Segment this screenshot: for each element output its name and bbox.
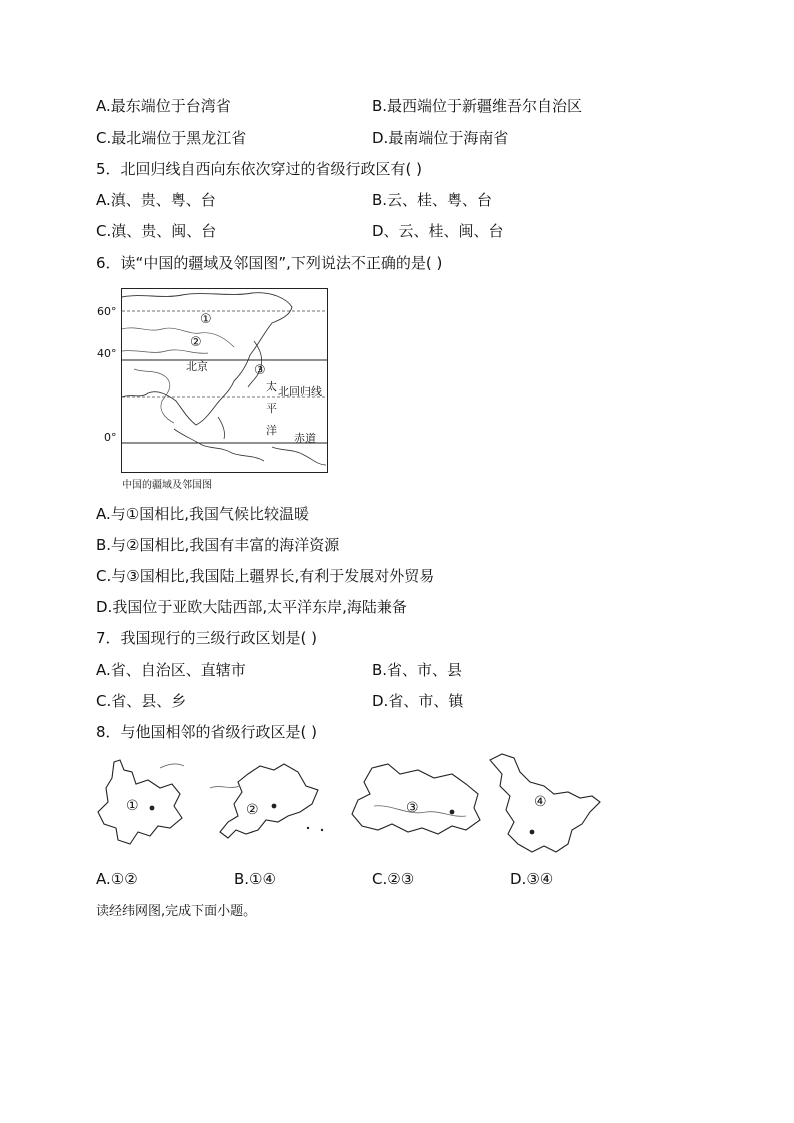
province-outline-1 [94, 758, 194, 854]
q8-option-d: D.③④ [510, 870, 554, 888]
q4-option-c: C.最北端位于黑龙江省 [96, 129, 247, 147]
q4-option-a: A.最东端位于台湾省 [96, 97, 231, 115]
q6-option-b: B.与②国相比,我国有丰富的海洋资源 [96, 536, 340, 554]
province-mark-2: ② [246, 802, 259, 818]
philippines-outline [218, 417, 225, 439]
q7-option-b: B.省、市、县 [372, 661, 463, 679]
q5-option-d: D、云、桂、闽、台 [372, 222, 504, 240]
new-guinea-outline [272, 447, 326, 465]
q7-stem: 7．我国现行的三级行政区划是( ) [96, 629, 318, 647]
q8-stem: 8．与他国相邻的省级行政区是( ) [96, 723, 318, 741]
lat-0-label: 0° [104, 431, 117, 444]
q7-option-a: A.省、自治区、直辖市 [96, 661, 246, 679]
q8-option-b: B.①④ [234, 870, 276, 888]
islands-outline [174, 429, 264, 461]
map-label-tropic: 北回归线 [278, 385, 322, 398]
q8-option-a: A.①② [96, 870, 138, 888]
q5-option-c: C.滇、贵、闽、台 [96, 222, 217, 240]
q4-option-d: D.最南端位于海南省 [372, 129, 509, 147]
q5-option-b: B.云、桂、粤、台 [372, 191, 493, 209]
china-territory-map [121, 288, 328, 473]
map-label-yang: 洋 [266, 424, 277, 437]
q7-option-c: C.省、县、乡 [96, 692, 187, 710]
map-mark-2: ② [190, 335, 202, 350]
map-mark-1: ① [200, 312, 212, 327]
map-label-ping: 平 [266, 402, 277, 415]
q4-option-b: B.最西端位于新疆维吾尔自治区 [372, 97, 583, 115]
province-outline-2 [208, 760, 328, 846]
province-mark-1: ① [126, 798, 139, 814]
q5-option-a: A.滇、贵、粤、台 [96, 191, 216, 209]
border-line-1 [122, 328, 234, 350]
map-mark-3: ③ [254, 363, 266, 378]
q7-option-d: D.省、市、镇 [372, 692, 464, 710]
map-label-equator: 赤道 [294, 432, 316, 445]
province-mark-3: ③ [406, 800, 419, 816]
next-section-intro: 读经纬网图,完成下面小题。 [96, 904, 257, 919]
q6-option-a: A.与①国相比,我国气候比较温暖 [96, 505, 309, 523]
province-mark-4: ④ [534, 794, 547, 810]
q6-option-d: D.我国位于亚欧大陆西部,太平洋东岸,海陆兼备 [96, 598, 407, 616]
map-caption: 中国的疆域及邻国图 [122, 480, 212, 491]
border-line-2 [122, 350, 208, 353]
lat-40-label: 40° [97, 347, 117, 360]
q6-option-c: C.与③国相比,我国陆上疆界长,有利于发展对外贸易 [96, 567, 435, 585]
q8-option-c: C.②③ [372, 870, 415, 888]
q5-stem: 5．北回归线自西向东依次穿过的省级行政区有( ) [96, 160, 423, 178]
map-label-tai: 太 [266, 380, 277, 393]
lat-60-label: 60° [97, 305, 117, 318]
map-label-beijing: 北京 [186, 360, 208, 373]
q6-stem: 6．读“中国的疆域及邻国图”,下列说法不正确的是( ) [96, 254, 443, 272]
